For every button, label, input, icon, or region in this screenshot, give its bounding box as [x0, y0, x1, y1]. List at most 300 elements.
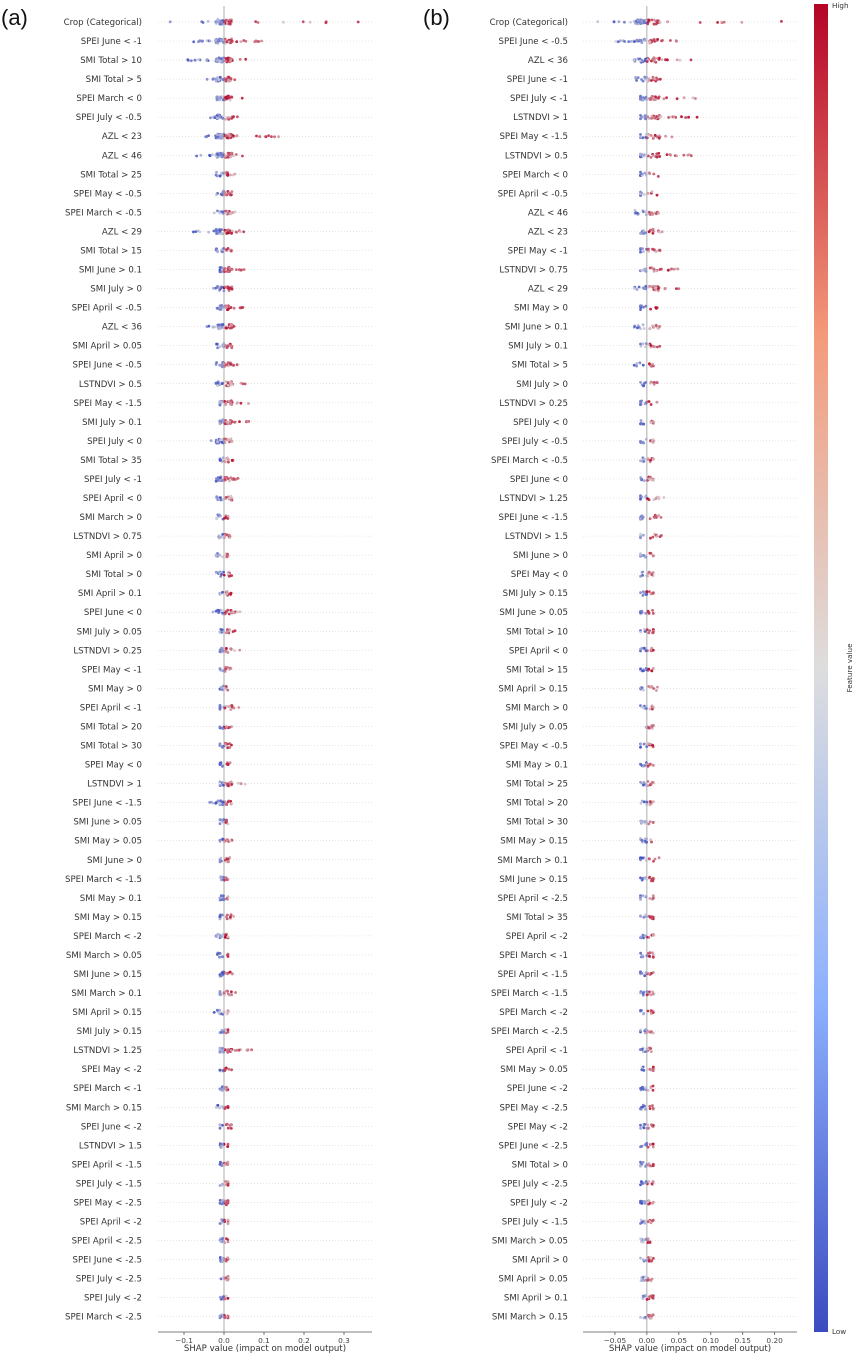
feature-dots: [219, 1047, 253, 1054]
shap-point: [224, 286, 227, 289]
shap-point: [646, 1298, 649, 1301]
shap-point: [644, 381, 647, 384]
shap-point: [229, 324, 232, 327]
shap-point: [613, 20, 616, 23]
shap-point: [244, 783, 247, 786]
shap-point: [652, 667, 655, 670]
feature-dots: [639, 1237, 651, 1244]
shap-point: [215, 171, 218, 174]
shap-point: [642, 1317, 645, 1320]
feature-dots: [219, 723, 233, 730]
shap-point: [225, 934, 228, 937]
feature-dots: [219, 856, 232, 863]
shap-point: [675, 287, 678, 290]
shap-point: [231, 440, 234, 443]
shap-point: [648, 1180, 651, 1183]
shap-point: [646, 497, 649, 500]
feature-label: LSTNDVI > 1.25: [499, 494, 568, 504]
feature-dots: [210, 437, 234, 444]
shap-point: [687, 116, 690, 119]
shap-point: [649, 382, 652, 385]
shap-point: [219, 1127, 222, 1130]
shap-point: [659, 78, 662, 81]
shap-point: [235, 231, 238, 234]
shap-point: [645, 707, 648, 710]
feature-dots: [215, 171, 237, 178]
shap-point: [270, 135, 273, 138]
shap-point: [649, 800, 652, 803]
shap-point: [225, 1295, 228, 1298]
feature-dots: [639, 171, 660, 178]
shap-point: [236, 610, 239, 613]
feature-label: SPEI July < -1.5: [501, 1217, 568, 1228]
shap-point: [645, 649, 648, 652]
shap-point: [253, 40, 256, 43]
shap-point: [644, 1050, 647, 1053]
shap-point: [639, 440, 642, 443]
shap-point: [227, 572, 230, 575]
shap-point: [653, 325, 656, 328]
feature-label: SMI Total > 0: [511, 1160, 568, 1171]
shap-point: [217, 534, 220, 537]
shap-point: [211, 326, 214, 329]
shap-point: [639, 497, 642, 500]
shap-point: [239, 231, 242, 234]
feature-dots: [639, 1047, 653, 1054]
shap-point: [664, 135, 667, 138]
shap-point: [652, 956, 655, 959]
shap-point: [219, 631, 222, 634]
shap-point: [273, 135, 276, 138]
feature-label: AZL < 29: [527, 284, 568, 295]
feature-label: SMI March > 0.15: [491, 1312, 568, 1323]
shap-point: [225, 726, 228, 729]
shap-point: [643, 327, 646, 330]
feature-label: AZL < 36: [527, 56, 568, 67]
shap-point: [652, 1068, 655, 1071]
shap-point: [222, 784, 225, 787]
shap-point: [227, 361, 230, 364]
feature-dots: [217, 533, 231, 540]
shap-point: [214, 326, 217, 329]
shap-point: [222, 897, 225, 900]
shap-point: [658, 155, 661, 158]
shap-point: [648, 876, 651, 879]
feature-label: SPEI March < 0: [502, 170, 568, 181]
shap-point: [225, 380, 228, 383]
shap-point: [238, 649, 241, 652]
shap-point: [647, 286, 650, 289]
shap-point: [224, 460, 227, 463]
x-tick-label: 0.0: [218, 1336, 230, 1345]
shap-point: [645, 803, 648, 806]
shap-point: [640, 1241, 643, 1244]
shap-point: [219, 839, 222, 842]
shap-point: [223, 707, 226, 710]
shap-point: [596, 20, 599, 23]
shap-point: [646, 1047, 649, 1050]
shap-point: [654, 134, 657, 137]
shap-point: [666, 20, 669, 23]
shap-point: [657, 152, 660, 155]
shap-point: [218, 78, 221, 81]
shap-point: [229, 156, 232, 159]
shap-point: [219, 152, 222, 155]
feature-dots: [215, 476, 240, 483]
feature-label: SPEI June < -1: [506, 75, 568, 86]
shap-point: [227, 784, 230, 787]
shap-point: [642, 689, 645, 692]
shap-point: [217, 1011, 220, 1014]
x-axis-label: SHAP value (impact on model output): [608, 1344, 772, 1354]
shap-point: [650, 1260, 653, 1263]
feature-label: SMI July > 0.15: [502, 589, 568, 600]
shap-point: [652, 536, 655, 539]
feature-label: SPEI May < -2.5: [499, 1103, 568, 1114]
feature-dots: [639, 837, 653, 844]
shap-point: [219, 1202, 222, 1205]
shap-point: [618, 20, 621, 23]
shap-point: [740, 21, 743, 24]
shap-point: [230, 96, 233, 99]
feature-dots: [219, 628, 237, 634]
shap-point: [247, 402, 250, 405]
colorbar-low-label: Low: [832, 1327, 847, 1336]
feature-dots: [213, 210, 237, 216]
shap-point: [224, 155, 227, 158]
shap-point: [231, 478, 234, 481]
feature-dots: [215, 933, 230, 940]
shap-point: [227, 384, 230, 387]
shap-point: [655, 689, 658, 692]
shap-point: [654, 289, 657, 292]
shap-point: [219, 861, 222, 864]
shap-point: [225, 327, 228, 330]
shap-point: [267, 134, 270, 137]
shap-point: [234, 421, 237, 424]
shap-point: [646, 590, 649, 593]
feature-label: SMI July > 0.15: [76, 1027, 142, 1038]
shap-point: [652, 1032, 655, 1035]
shap-point: [226, 345, 229, 348]
shap-point: [660, 516, 663, 519]
shap-point: [227, 1162, 230, 1165]
shap-point: [651, 213, 654, 216]
shap-point: [652, 554, 655, 557]
shap-point: [219, 175, 222, 178]
shap-point: [645, 915, 648, 918]
shap-point: [675, 40, 678, 43]
shap-point: [221, 1260, 224, 1263]
shap-point: [642, 894, 645, 897]
shap-point: [639, 133, 642, 136]
shap-point: [231, 268, 234, 271]
shap-point: [643, 479, 646, 482]
shap-point: [215, 554, 218, 557]
feature-label: SMI March > 0.05: [65, 950, 142, 961]
feature-label: SPEI March < -2: [499, 1008, 568, 1019]
shap-point: [229, 41, 232, 44]
shap-point: [643, 591, 646, 594]
shap-point: [218, 803, 221, 806]
shap-point: [264, 135, 267, 138]
shap-point: [654, 306, 657, 309]
shap-point: [231, 610, 234, 613]
shap-point: [652, 438, 655, 441]
shap-point: [639, 896, 642, 899]
feature-label: SMI Total > 5: [511, 360, 568, 371]
shap-point: [651, 1104, 654, 1107]
shap-point: [215, 1106, 218, 1109]
shap-point: [639, 1127, 642, 1130]
shap-point: [221, 1257, 224, 1260]
shap-point: [642, 1295, 645, 1298]
shap-point: [642, 1013, 645, 1016]
feature-label: SMI June > 0.1: [78, 265, 142, 276]
shap-point: [644, 345, 647, 348]
shap-point: [222, 172, 225, 175]
shap-point: [649, 1314, 652, 1317]
shap-point: [229, 327, 232, 330]
shap-point: [207, 231, 210, 234]
shap-point: [222, 1031, 225, 1034]
feature-dots: [219, 742, 233, 749]
feature-label: SPEI April < -2.5: [71, 1236, 142, 1247]
shap-point: [228, 994, 231, 997]
shap-point: [227, 1222, 230, 1225]
feature-label: SPEI June < 0: [83, 608, 142, 619]
feature-label: SPEI May < -1.5: [499, 132, 568, 143]
shap-point: [220, 686, 223, 689]
shap-point: [230, 802, 233, 805]
shap-point: [657, 212, 660, 215]
shap-point: [225, 819, 228, 822]
shap-point: [646, 1279, 649, 1282]
shap-point: [651, 708, 654, 711]
feature-label: SMI May > 0.1: [79, 893, 142, 904]
x-tick-label: 0.1: [258, 1336, 270, 1345]
feature-label: SPEI March < 0: [76, 94, 142, 105]
shap-point: [645, 19, 648, 22]
shap-point: [652, 1107, 655, 1110]
shap-point: [227, 517, 230, 520]
feature-dots: [219, 780, 247, 787]
shap-point: [208, 801, 211, 804]
shap-point: [651, 285, 654, 288]
shap-point: [230, 913, 233, 916]
shap-point: [210, 439, 213, 442]
shap-point: [230, 495, 233, 498]
shap-point: [222, 933, 225, 936]
shap-point: [229, 345, 232, 348]
shap-point: [229, 840, 232, 843]
shap-point: [222, 876, 225, 879]
feature-label: SMI July > 0.05: [502, 722, 568, 733]
shap-point: [229, 800, 232, 803]
shap-point: [657, 287, 660, 290]
shap-point: [639, 992, 642, 995]
shap-point: [635, 77, 638, 80]
shap-point: [223, 840, 226, 843]
shap-point: [639, 591, 642, 594]
shap-point: [228, 152, 231, 155]
shap-point: [224, 438, 227, 441]
feature-label: SPEI April < -1.5: [497, 970, 568, 980]
shap-point: [219, 1240, 222, 1243]
feature-label: AZL < 36: [101, 322, 142, 333]
shap-point: [215, 80, 218, 83]
shap-point: [645, 784, 648, 787]
feature-label: LSTNDVI > 0.5: [504, 151, 568, 162]
shap-point: [645, 745, 648, 748]
shap-point: [642, 765, 645, 768]
shap-point: [222, 78, 225, 81]
shap-point: [219, 1222, 222, 1225]
shap-point: [227, 1143, 230, 1146]
shap-point: [642, 1161, 645, 1164]
shap-point: [663, 97, 666, 100]
shap-point: [623, 40, 626, 43]
feature-label: SMI Total > 25: [80, 170, 142, 181]
feature-label: SPEI March < -2: [73, 931, 142, 942]
shap-point: [282, 21, 285, 24]
shap-point: [673, 115, 676, 118]
panel-b: [423, 5, 797, 1354]
shap-point: [675, 267, 678, 270]
shap-point: [639, 251, 642, 254]
shap-point: [692, 96, 695, 99]
feature-dots: [219, 761, 232, 768]
shap-point: [231, 116, 234, 119]
shap-point: [225, 610, 228, 613]
feature-label: SMI May > 0.1: [505, 760, 568, 771]
feature-label: LSTNDVI > 1.5: [504, 532, 568, 543]
shap-point: [190, 59, 193, 62]
feature-dots: [639, 704, 655, 710]
shap-point: [633, 287, 636, 290]
shap-point: [639, 536, 642, 539]
shap-point: [224, 1277, 227, 1280]
shap-point: [215, 77, 218, 80]
shap-point: [651, 190, 654, 193]
shap-point: [219, 1314, 222, 1317]
shap-point: [690, 154, 693, 157]
shap-point: [246, 420, 249, 423]
shap-point: [650, 1256, 653, 1259]
shap-point: [642, 442, 645, 445]
shap-point: [229, 726, 232, 729]
shap-point: [208, 325, 211, 328]
shap-point: [639, 1145, 642, 1148]
feature-label: SPEI May < -2: [81, 1065, 142, 1076]
shap-point: [240, 269, 243, 272]
feature-label: LSTNDVI > 0.75: [73, 532, 142, 543]
shap-point: [219, 438, 222, 441]
shap-point: [226, 270, 229, 273]
feature-label: SMI Total > 35: [506, 912, 568, 923]
shap-point: [192, 40, 195, 43]
feature-dots: [206, 76, 236, 83]
feature-label: SMI May > 0.15: [74, 912, 142, 923]
shap-point: [648, 955, 651, 958]
shap-point: [644, 1028, 647, 1031]
shap-point: [237, 477, 240, 480]
shap-point: [683, 96, 686, 99]
shap-point: [237, 706, 240, 709]
feature-dots: [639, 342, 661, 348]
feature-dots: [639, 133, 673, 140]
feature-label: SPEI May < -2.5: [73, 1198, 142, 1209]
shap-point: [665, 96, 668, 99]
shap-point: [663, 496, 666, 499]
shap-point: [225, 1260, 228, 1263]
shap-point: [658, 231, 661, 234]
feature-label: LSTNDVI > 1.5: [78, 1141, 142, 1152]
feature-label: SMI April > 0.15: [72, 1008, 142, 1019]
feature-dots: [215, 513, 229, 520]
shap-point: [222, 609, 225, 612]
shap-point: [677, 287, 680, 290]
shap-point: [230, 1127, 233, 1130]
shap-point: [194, 230, 197, 233]
shap-point: [243, 268, 246, 271]
feature-label: SPEI July < -1.5: [75, 1179, 142, 1190]
shap-point: [215, 801, 218, 804]
shap-point: [699, 21, 702, 24]
shap-point: [226, 137, 229, 140]
shap-point: [229, 382, 232, 385]
feature-label: AZL < 23: [527, 227, 568, 238]
shap-point: [647, 457, 650, 460]
shap-point: [229, 401, 232, 404]
shap-point: [639, 327, 642, 330]
feature-label: AZL < 29: [101, 227, 142, 238]
shap-point: [227, 800, 230, 803]
shap-point: [635, 362, 638, 365]
shap-point: [652, 136, 655, 139]
shap-point: [209, 116, 212, 119]
shap-point: [642, 1297, 645, 1300]
shap-point: [640, 743, 643, 746]
shap-point: [649, 838, 652, 841]
feature-dots: [219, 647, 242, 654]
shap-point: [635, 79, 638, 82]
shap-point: [227, 1240, 230, 1243]
shap-point: [652, 1146, 655, 1149]
shap-point: [215, 229, 218, 232]
shap-point: [646, 575, 649, 578]
shap-point: [636, 40, 639, 43]
shap-point: [230, 232, 233, 235]
shap-point: [223, 478, 226, 481]
shap-point: [648, 211, 651, 214]
shap-point: [648, 1105, 651, 1108]
shap-point: [642, 784, 645, 787]
shap-point: [639, 952, 642, 955]
shap-point: [218, 554, 221, 557]
shap-point: [649, 1047, 652, 1050]
shap-point: [641, 857, 644, 860]
shap-point: [219, 60, 222, 63]
shap-point: [222, 1106, 225, 1109]
shap-point: [220, 1278, 223, 1281]
feature-dots: [639, 990, 655, 996]
shap-point: [644, 556, 647, 559]
shap-point: [639, 154, 642, 157]
shap-point: [646, 628, 649, 631]
shap-point: [643, 172, 646, 175]
shap-point: [212, 802, 215, 805]
